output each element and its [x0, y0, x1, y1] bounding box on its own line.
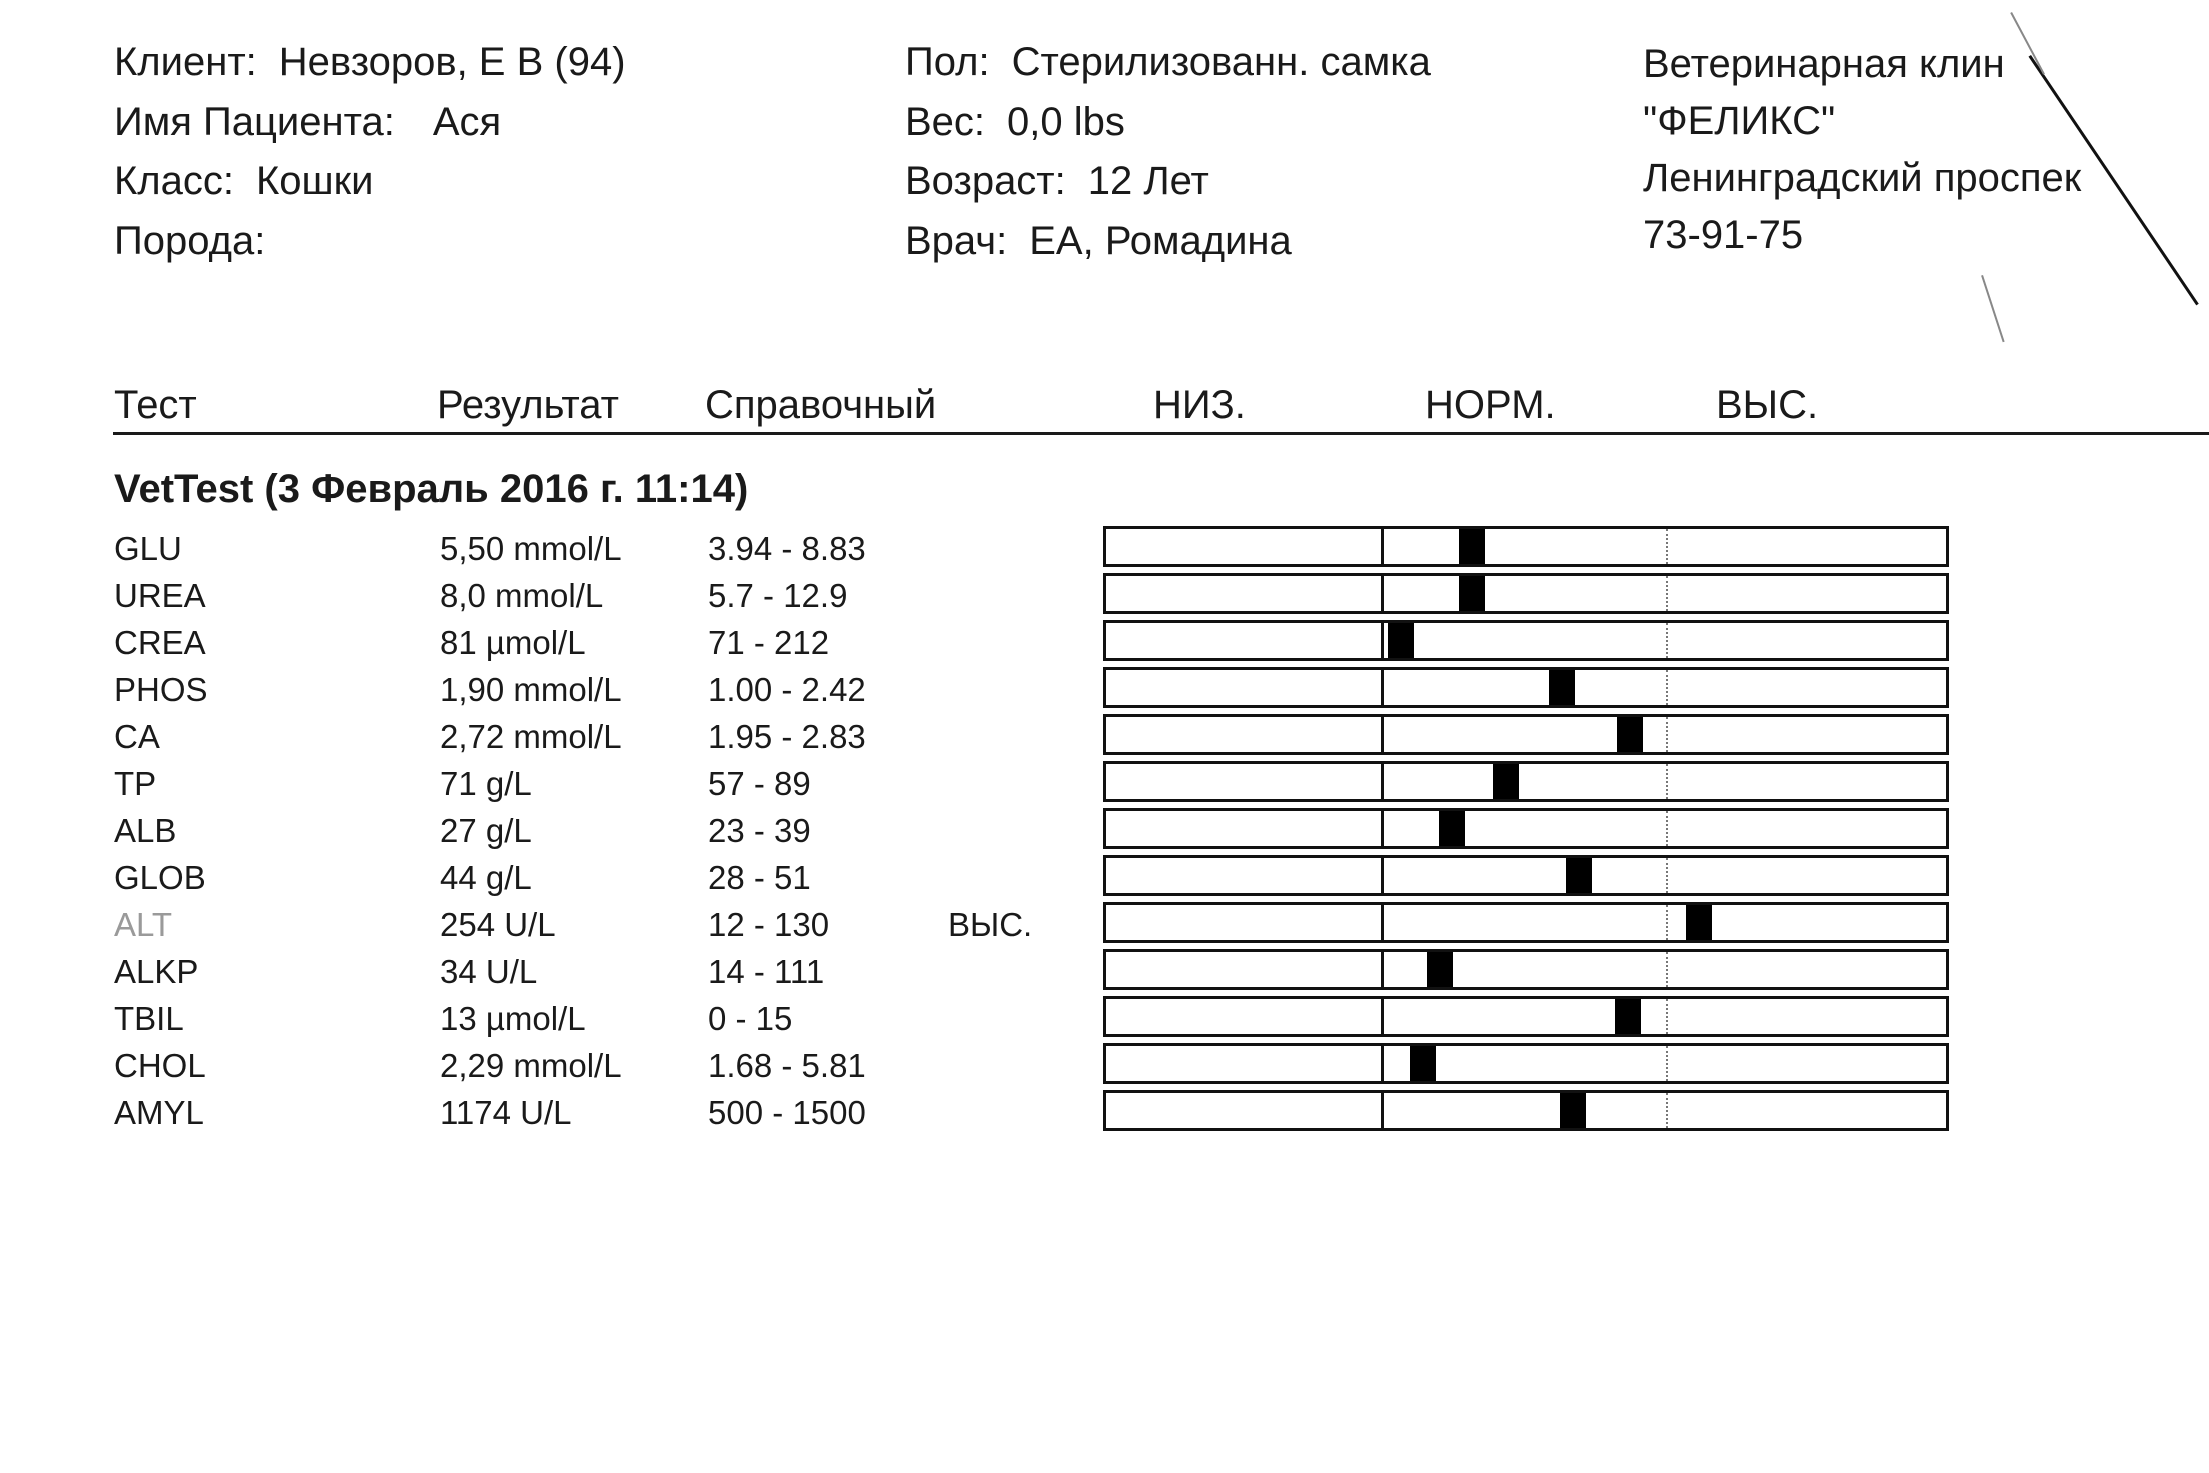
class-value: Кошки — [256, 159, 374, 203]
test-reference: 14 - 111 — [708, 953, 825, 990]
test-result: 71 g/L — [440, 765, 532, 802]
sex-value: Стерилизованн. самка — [1011, 40, 1431, 84]
result-marker — [1686, 905, 1712, 940]
range-bar — [1103, 996, 1949, 1037]
range-bar — [1103, 667, 1949, 708]
result-marker — [1566, 858, 1592, 893]
test-flag: ВЫС. — [948, 906, 1033, 943]
test-result: 44 g/L — [440, 859, 532, 896]
test-name: PHOS — [114, 671, 208, 708]
low-normal-divider — [1381, 764, 1384, 799]
column-header-normal: НОРМ. — [1425, 383, 1556, 427]
weight-line — [905, 98, 1125, 146]
test-reference: 71 - 212 — [708, 624, 830, 661]
normal-high-divider — [1666, 905, 1668, 940]
low-normal-divider — [1381, 858, 1384, 893]
normal-high-divider — [1666, 952, 1668, 987]
normal-high-divider — [1666, 1093, 1668, 1128]
table-row — [0, 713, 1100, 760]
results-table — [0, 525, 1100, 1145]
range-bar — [1103, 855, 1949, 896]
result-marker — [1459, 576, 1485, 611]
test-reference: 0 - 15 — [708, 1000, 793, 1037]
range-bar — [1103, 1043, 1949, 1084]
client-label: Клиент: — [114, 40, 257, 84]
class-label: Класс: — [114, 159, 234, 203]
result-marker — [1427, 952, 1453, 987]
low-normal-divider — [1381, 999, 1384, 1034]
test-reference: 500 - 1500 — [708, 1094, 866, 1131]
test-name: CHOL — [114, 1047, 206, 1084]
test-reference: 57 - 89 — [708, 765, 811, 802]
test-result: 254 U/L — [440, 906, 556, 943]
table-row — [0, 1089, 1100, 1136]
range-bar — [1103, 573, 1949, 614]
test-name: ALKP — [114, 953, 199, 990]
low-normal-divider — [1381, 811, 1384, 846]
table-row — [0, 760, 1100, 807]
test-name: CA — [114, 718, 160, 755]
range-chart — [1103, 526, 1949, 1131]
result-marker — [1459, 529, 1485, 564]
low-normal-divider — [1381, 952, 1384, 987]
low-normal-divider — [1381, 717, 1384, 752]
range-bar — [1103, 714, 1949, 755]
client-line — [114, 38, 626, 86]
test-reference: 3.94 - 8.83 — [708, 530, 866, 567]
patient-name-value: Ася — [432, 100, 502, 144]
result-marker — [1615, 999, 1641, 1034]
result-marker — [1493, 764, 1519, 799]
result-marker — [1410, 1046, 1436, 1081]
patient-name-line — [114, 98, 501, 146]
column-header-high: ВЫС. — [1716, 383, 1819, 427]
table-row — [0, 525, 1100, 572]
breed-line — [114, 217, 287, 265]
test-reference: 1.68 - 5.81 — [708, 1047, 866, 1084]
low-normal-divider — [1381, 623, 1384, 658]
test-name: CREA — [114, 624, 206, 661]
test-reference: 1.95 - 2.83 — [708, 718, 866, 755]
column-header-low: НИЗ. — [1153, 383, 1246, 427]
test-name: GLOB — [114, 859, 206, 896]
normal-high-divider — [1666, 717, 1668, 752]
clinic-title: "ФЕЛИКС" — [1643, 99, 1836, 143]
result-marker — [1560, 1093, 1586, 1128]
table-row — [0, 901, 1100, 948]
test-reference: 28 - 51 — [708, 859, 811, 896]
test-result: 5,50 mmol/L — [440, 530, 622, 567]
test-reference: 1.00 - 2.42 — [708, 671, 866, 708]
age-line — [905, 157, 1209, 205]
table-row — [0, 1042, 1100, 1089]
table-row — [0, 995, 1100, 1042]
table-row — [0, 807, 1100, 854]
range-bar — [1103, 526, 1949, 567]
low-normal-divider — [1381, 1046, 1384, 1081]
header-rule — [113, 432, 2209, 435]
table-row — [0, 948, 1100, 995]
result-marker — [1617, 717, 1643, 752]
range-bar — [1103, 1090, 1949, 1131]
result-marker — [1549, 670, 1575, 705]
normal-high-divider — [1666, 670, 1668, 705]
low-normal-divider — [1381, 905, 1384, 940]
test-name: ALB — [114, 812, 177, 849]
table-row — [0, 619, 1100, 666]
normal-high-divider — [1666, 529, 1668, 564]
range-bar — [1103, 808, 1949, 849]
range-bar — [1103, 949, 1949, 990]
clinic-phone: 73-91-75 — [1643, 213, 1804, 257]
age-label: Возраст: — [905, 159, 1066, 203]
low-normal-divider — [1381, 529, 1384, 564]
test-result: 13 µmol/L — [440, 1000, 586, 1037]
patient-name-label: Имя Пациента: — [114, 100, 395, 144]
test-reference: 12 - 130 — [708, 906, 830, 943]
test-name: AMYL — [114, 1094, 204, 1131]
normal-high-divider — [1666, 623, 1668, 658]
table-row — [0, 854, 1100, 901]
weight-value: 0,0 lbs — [1007, 100, 1125, 144]
low-normal-divider — [1381, 576, 1384, 611]
normal-high-divider — [1666, 576, 1668, 611]
sex-line — [905, 38, 1431, 86]
test-name: ALT — [114, 906, 173, 943]
range-bar — [1103, 761, 1949, 802]
normal-high-divider — [1666, 999, 1668, 1034]
doctor-line — [905, 217, 1292, 265]
doctor-value: ЕА, Ромадина — [1029, 219, 1292, 263]
sex-label: Пол: — [905, 40, 990, 84]
low-normal-divider — [1381, 1093, 1384, 1128]
normal-high-divider — [1666, 858, 1668, 893]
result-marker — [1388, 623, 1414, 658]
scan-artifact-line — [1981, 275, 2005, 342]
age-value: 12 Лет — [1087, 159, 1209, 203]
normal-high-divider — [1666, 764, 1668, 799]
normal-high-divider — [1666, 811, 1668, 846]
low-normal-divider — [1381, 670, 1384, 705]
column-header-result: Результат — [437, 383, 619, 427]
client-value: Невзоров, Е В (94) — [278, 40, 626, 84]
range-bar — [1103, 620, 1949, 661]
table-row — [0, 572, 1100, 619]
test-name: TP — [114, 765, 157, 802]
clinic-address: Ленинградский проспек — [1643, 156, 2082, 200]
section-title: VetTest (3 Февраль 2016 г. 11:14) — [114, 467, 749, 511]
breed-label: Порода: — [114, 219, 266, 263]
result-marker — [1439, 811, 1465, 846]
test-name: GLU — [114, 530, 182, 567]
test-result: 1174 U/L — [440, 1094, 572, 1131]
clinic-block — [1643, 36, 2081, 264]
test-reference: 5.7 - 12.9 — [708, 577, 848, 614]
normal-high-divider — [1666, 1046, 1668, 1081]
weight-label: Вес: — [905, 100, 986, 144]
test-result: 27 g/L — [440, 812, 532, 849]
doctor-label: Врач: — [905, 219, 1008, 263]
column-header-test: Тест — [114, 383, 197, 427]
test-result: 34 U/L — [440, 953, 538, 990]
test-result: 2,72 mmol/L — [440, 718, 622, 755]
test-result: 1,90 mmol/L — [440, 671, 622, 708]
class-line — [114, 157, 373, 205]
test-result: 8,0 mmol/L — [440, 577, 604, 614]
test-result: 81 µmol/L — [440, 624, 586, 661]
test-name: UREA — [114, 577, 206, 614]
clinic-name: Ветеринарная клин — [1643, 42, 2005, 86]
table-row — [0, 666, 1100, 713]
range-bar — [1103, 902, 1949, 943]
column-header-reference: Справочный — [705, 383, 937, 427]
test-name: TBIL — [114, 1000, 184, 1037]
test-result: 2,29 mmol/L — [440, 1047, 622, 1084]
test-reference: 23 - 39 — [708, 812, 811, 849]
